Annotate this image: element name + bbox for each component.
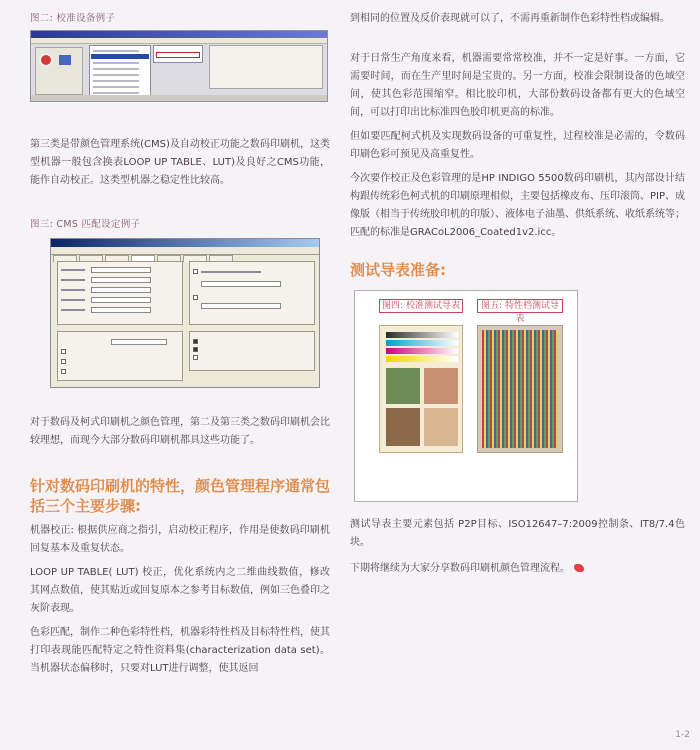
- profile-select: [91, 267, 151, 273]
- device-icon: [59, 55, 71, 65]
- menu-line: [93, 92, 139, 94]
- tab-strip: [51, 247, 319, 255]
- figure-2-caption: 图二: 校准设备例子: [30, 13, 116, 24]
- menu-line: [93, 80, 139, 82]
- yellow-ramp: [386, 356, 458, 362]
- management-options-group: [189, 331, 315, 371]
- profile-select: [91, 287, 151, 293]
- sample-photo: [424, 368, 458, 404]
- settings-panel: [209, 45, 323, 89]
- checkbox-checked: [193, 347, 198, 352]
- paragraph-text: 下期将继续为大家分享数码印刷机颜色管理流程。: [350, 563, 570, 574]
- paragraph: 第三类是带颜色管理系统(CMS)及自动校正功能之数码印刷机，这类型机器一般包含换表LOOP UP TABLE、LUT)及良好之CMS功能，能作自动校正。这类型机器之稳定性比较高。: [30, 139, 330, 186]
- field-label: [201, 271, 261, 273]
- paragraph: 色彩匹配，制作二种色彩特性档，机器彩特性档及目标特性档，使其打印表现能匹配特定之特性资料集(characterization data set)。当机器状态偏移时，只要对LUT进行调整，使其返回: [30, 627, 330, 674]
- section-title: 测试导表准备:: [350, 261, 446, 279]
- sample-photo: [386, 368, 420, 404]
- sample-photo: [424, 408, 458, 446]
- status-bar: [31, 95, 327, 101]
- checkbox: [193, 295, 198, 300]
- checkbox: [61, 349, 66, 354]
- closing-paragraph: [350, 560, 685, 578]
- field-label: [61, 299, 85, 301]
- gray-ramp: [386, 332, 458, 338]
- menu-bar: [31, 38, 327, 44]
- paragraph: 但如要匹配柯式机及实现数码设备的可重复性，过程校准是必需的，令数码印刷色彩可预见及高重复性。: [350, 131, 685, 160]
- paragraph: 今次要作校正及色彩管理的是HP INDIGO 5500数码印刷机，其内部设计结构跟传统彩色柯式机的印刷原理相似，主要包括橡皮布、压印滚筒、PIP、成像版（相当于传统胶印机的印版）、液体电子油墨、供纸系统、收纸系统等；匹配的标准是GRACoL2006_Coated1v2.icc。: [350, 173, 686, 238]
- color-patch-grid: [482, 330, 558, 448]
- field-label: [61, 269, 85, 271]
- menu-line: [93, 62, 139, 64]
- left-column: [30, 10, 330, 678]
- cyan-ramp: [386, 340, 458, 346]
- menu-line: [93, 68, 139, 70]
- window-titlebar: [51, 239, 319, 247]
- profile-select: [91, 297, 151, 303]
- page-number: 1-2: [675, 730, 690, 740]
- figure-4-caption: 图四: 校准测试导表: [379, 299, 463, 313]
- highlighted-submenu-item: [156, 52, 200, 58]
- right-column: [350, 10, 685, 578]
- window-titlebar: [31, 31, 327, 38]
- checkbox: [193, 355, 198, 360]
- menu-line: [93, 74, 139, 76]
- magenta-ramp: [386, 348, 458, 354]
- status-dial-icon: [39, 53, 53, 67]
- paragraph: 测试导表主要元素包括 P2P目标、ISO12647–7:2009控制条、IT8/7.4色块。: [350, 519, 685, 548]
- profile-select: [201, 281, 281, 287]
- rendering-select: [111, 339, 167, 345]
- decorative-flower-icon: [574, 564, 584, 572]
- figure-5-caption: 图五: 特性档测试导表: [477, 299, 563, 313]
- paragraph: 机器校正: 根据供应商之指引，启动校正程序，作用是使数码印刷机回复基本及重复状态。: [30, 525, 330, 554]
- menu-line: [93, 86, 139, 88]
- field-label: [61, 309, 85, 311]
- menu-line: [93, 50, 139, 52]
- figure-3-caption: 图三: CMS 匹配设定例子: [30, 219, 141, 230]
- paragraph: LOOP UP TABLE( LUT) 校正，优化系统内之二维曲线数值，修改其网点数值，使其贴近或回复原本之参考目标数值，例如三色叠印之灰阶表现。: [30, 567, 330, 614]
- profile-select: [91, 277, 151, 283]
- profile-select: [91, 307, 151, 313]
- characterization-test-chart-image: [477, 325, 563, 453]
- paragraph: 对于日常生产角度来看，机器需要常常校准，并不一定是好事。一方面，它需要时间，而在生产里时间是宝贵的。另一方面，校准会限制设备的色域空间，使其色彩范围缩窄。相比胶印机，大部份数码设备都有更大的色域空间，可以打印出比标准四色胶印机更高的标准。: [350, 53, 685, 118]
- section-title: 针对数码印刷机的特性，颜色管理程序通常包括三个主要步骤:: [30, 477, 331, 515]
- selected-menu-item: [91, 54, 149, 59]
- menu-dropdown: [89, 45, 151, 97]
- checkbox: [61, 369, 66, 374]
- calibration-software-screenshot: [30, 30, 328, 102]
- submenu: [153, 45, 203, 63]
- checkbox: [61, 359, 66, 364]
- checkbox-checked: [193, 339, 198, 344]
- checkbox: [193, 269, 198, 274]
- profile-select: [201, 303, 281, 309]
- paragraph: 到相同的位置及反价表现就可以了，不需再重新制作色彩特性档或编辑。: [350, 13, 670, 24]
- calibration-test-chart-image: [379, 325, 463, 453]
- field-label: [61, 279, 85, 281]
- field-label: [61, 289, 85, 291]
- sample-photo: [386, 408, 420, 446]
- test-chart-figures: [354, 290, 578, 502]
- paragraph: 对于数码及柯式印刷机之颜色管理，第二及第三类之数码印刷机会比较理想，而现今大部分数码印刷机都具这些功能了。: [30, 417, 330, 446]
- cms-settings-screenshot: [50, 238, 320, 388]
